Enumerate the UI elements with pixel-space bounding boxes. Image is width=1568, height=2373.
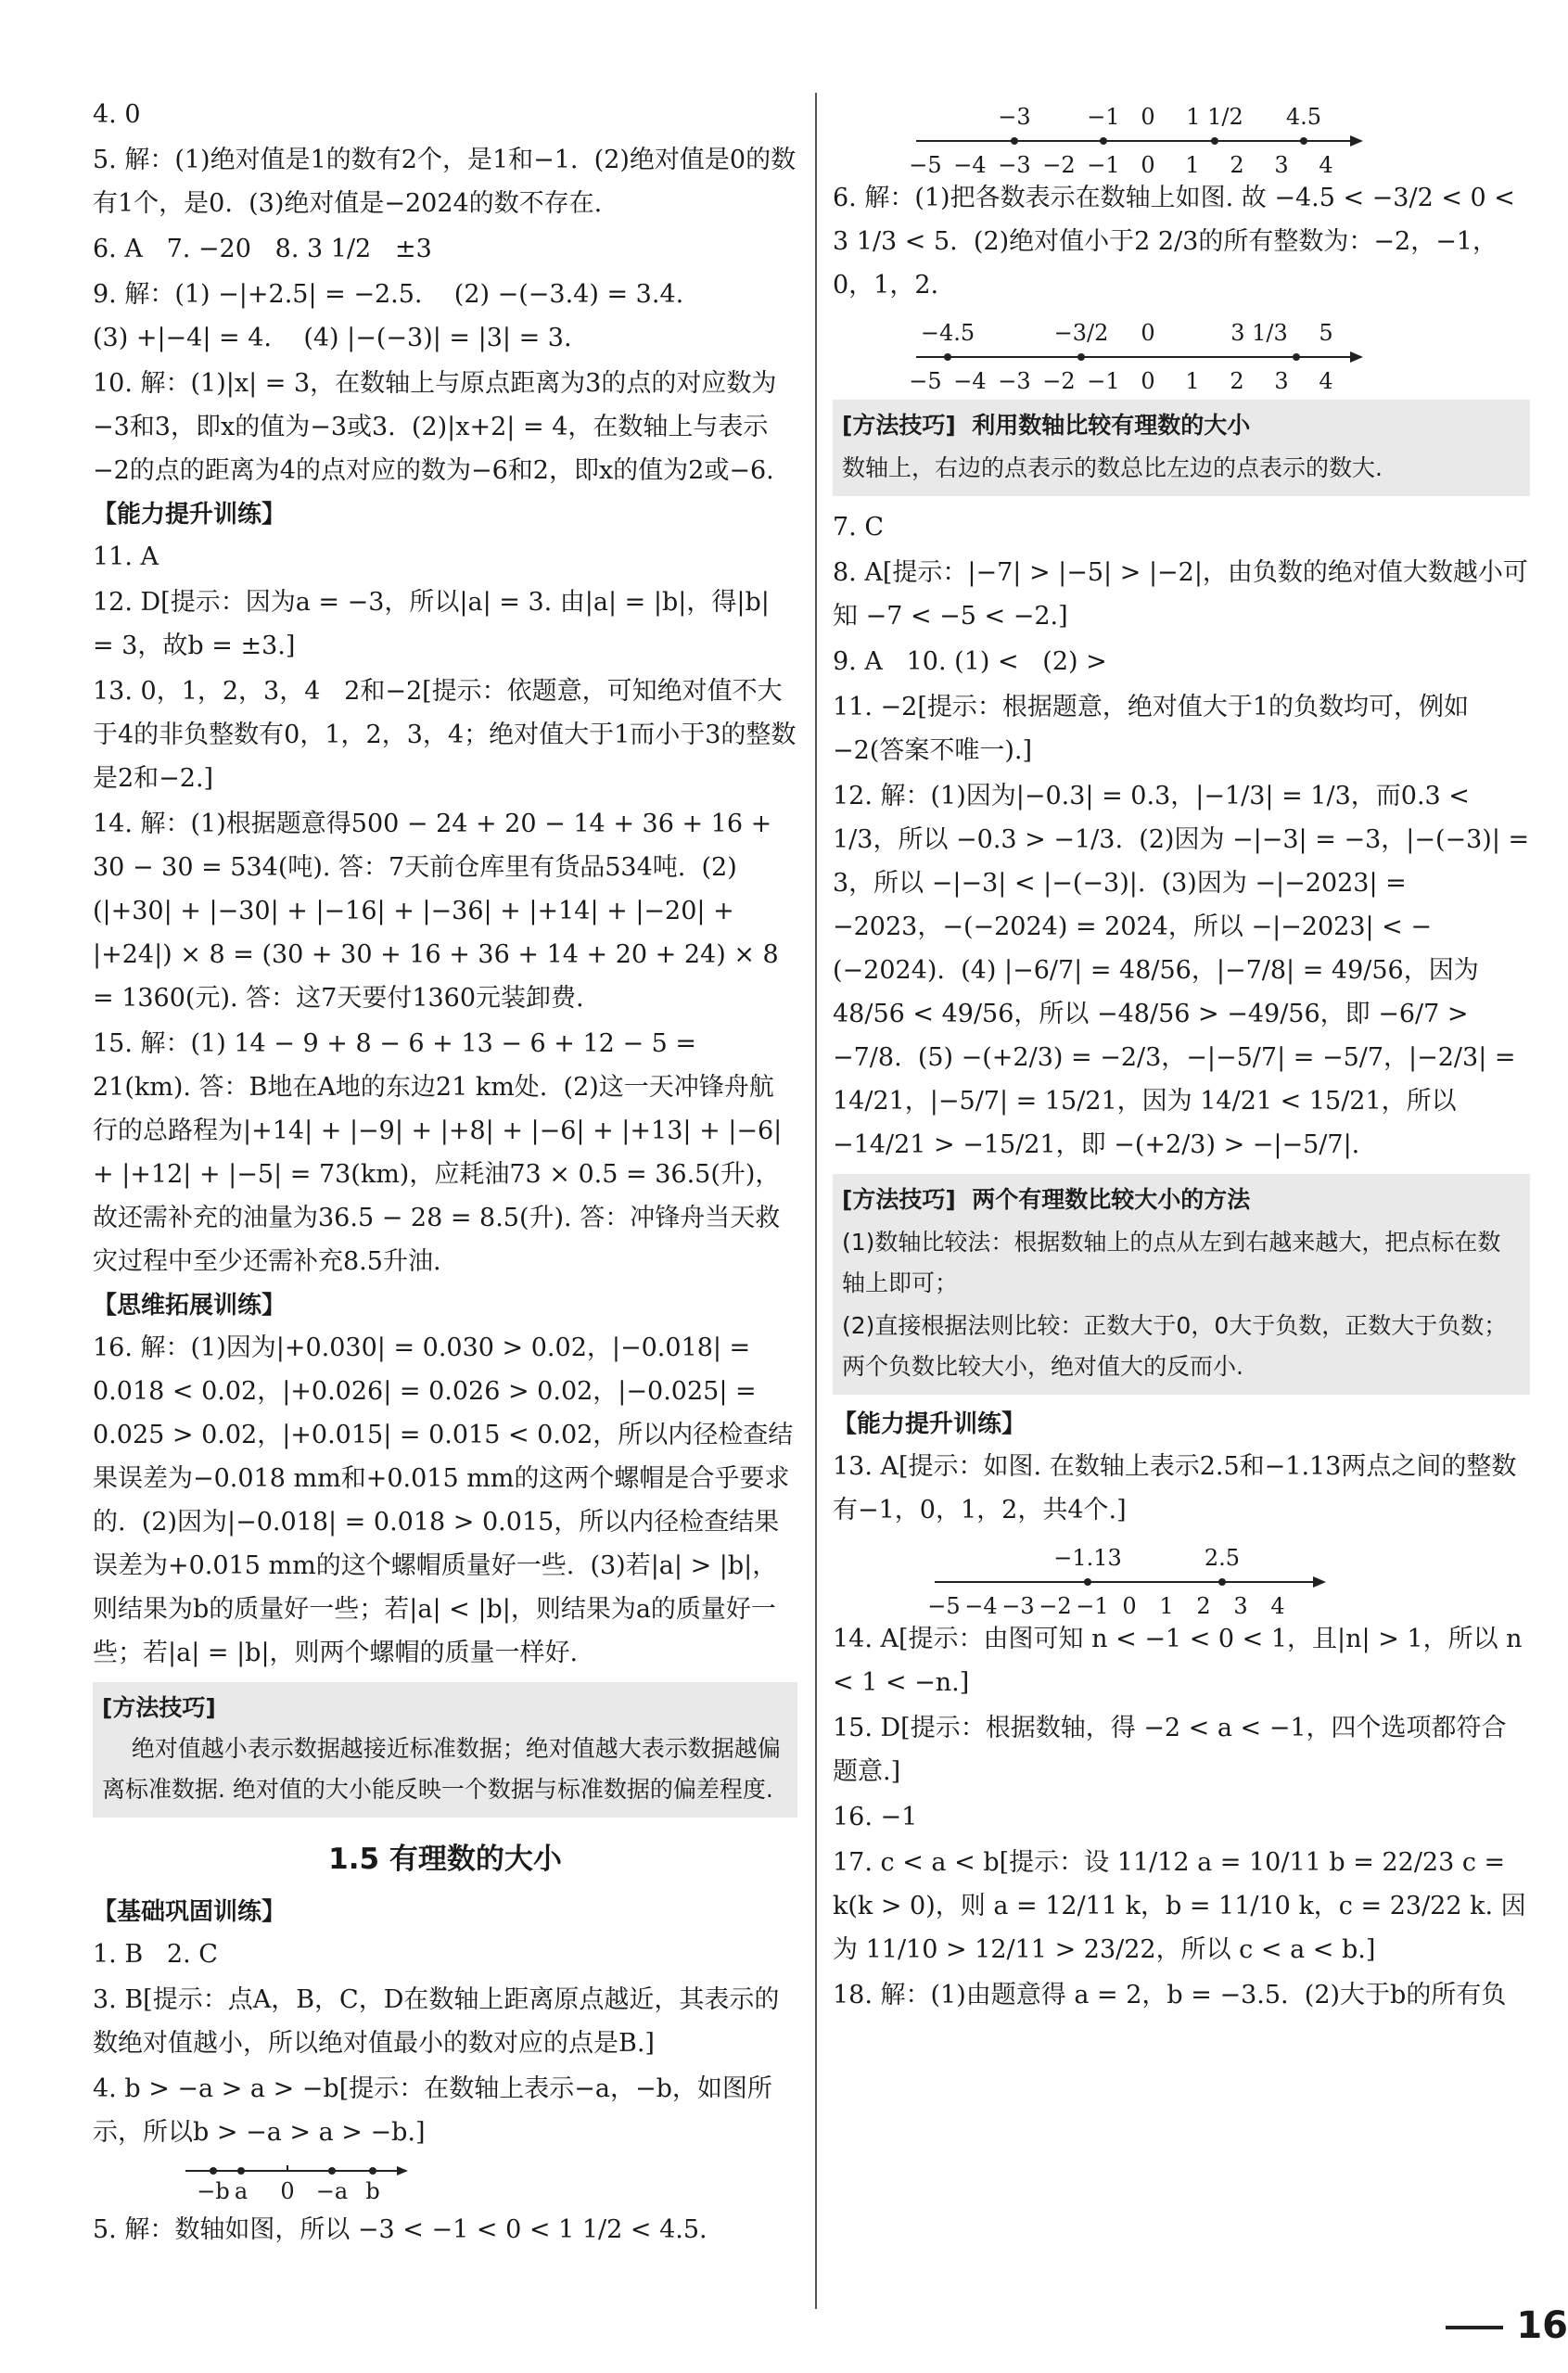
answer-r18: 18. 解：(1)由题意得 a = 2，b = −3.5. (2)大于b的所有负 (833, 1981, 1507, 2009)
answer-10: 10. 解：(1)|x| = 3，在数轴上与原点距离为3的点的对应数为−3和3，即x的值为−3或3. (2)|x+2| = 4，在数轴上与表示−2的点的距离为4的点对应的数为−6和2，即x的值为2或−6. (93, 369, 777, 485)
tick: −3 (1001, 1593, 1035, 1617)
answer-16: 16. 解：(1)因为|+0.030| = 0.030 > 0.02，|−0.018| = 0.018 < 0.02，|+0.026| = 0.026 > 0.02，|−0.025| = 0.025 > 0.02，|+0.015| = 0.015 < 0.02，所以内径检查结果误差为−0.018 mm和+0.015 mm的这两个螺帽是合乎要求的. (2)因为|−0.018| = 0.018 > 0.015，所以内径检查结果误差为+0.015 mm的这个螺帽质量好一些. (3)若|a| > |b|，则结果为b的质量好一些；若|a| < |b|，则结果为a的质量好一些；若|a| = |b|，则两个螺帽的质量一样好. (93, 1333, 794, 1667)
answer-14: 14. 解：(1)根据题意得500 − 24 + 20 − 14 + 36 + 16 + 30 − 30 = 534(吨). 答：7天前仓库里有货品534吨. (2)(|+30| + |−30| + |−16| + |−36| + |+14| + |−20| + |+24|) × 8 = (30 + 30 + 16 + 36 + 14 + 20 + 24) × 8 = 1360(元). 答：这7天要付1360元装卸费. (93, 810, 787, 1013)
basic-1-2: 1. B 2. C (93, 1940, 218, 1969)
tick: 2 (1196, 1593, 1211, 1617)
answer-r15: 15. D[提示：根据数轴，得 −2 < a < −1，四个选项都符合题意.] (833, 1714, 1507, 1786)
tick: 0 (1122, 1593, 1137, 1617)
point (1218, 1578, 1226, 1586)
answer-r14: 14. A[提示：由图可知 n < −1 < 0 < 1，且|n| > 1，所以 n < 1 < −n.] (833, 1625, 1531, 1697)
answer-r6: 6. 解：(1)把各数表示在数轴上如图. 故 −4.5 < −3/2 < 0 < 3 1/3 < 5. (2)绝对值小于2 2/3的所有整数为：−2，−1，0，1，2. (833, 184, 1523, 300)
tip-1-heading: [方法技巧] (102, 1694, 216, 1721)
nl1-ticks (909, 152, 1332, 176)
column-divider (815, 93, 817, 2309)
top-label: −3 (998, 104, 1031, 130)
answer-r9-10: 9. A 10. (1) < (2) > (833, 647, 1107, 676)
tick: 0 (1141, 152, 1155, 176)
tip-1-body: 绝对值越小表示数据越接近标准数据；绝对值越大表示数据越偏离标准数据. 绝对值的大小能反映一个数据与标准数据的偏差程度. (102, 1735, 781, 1803)
basic-3: 3. B[提示：点A，B，C，D在数轴上距离原点越近，其表示的数绝对值越小，所以绝对值最小的数对应的点是B.] (93, 1985, 780, 2058)
point (1077, 353, 1085, 361)
tip-3-line-1: (1)数轴比较法：根据数轴上的点从左到右越来越大，把点标在数轴上即可； (842, 1229, 1501, 1296)
point (1293, 353, 1300, 361)
tip-3-heading: [方法技巧] 两个有理数比较大小的方法 (842, 1186, 1251, 1213)
tick: 4 (1319, 152, 1333, 176)
top-label: −1.13 (1053, 1545, 1122, 1571)
method-tip-2 (833, 400, 1530, 496)
top-label: −4.5 (920, 320, 975, 346)
tick: 0 (1141, 368, 1155, 392)
tick: 2 (1230, 152, 1244, 176)
number-line-1 (833, 93, 1389, 176)
tick: 3 (1274, 368, 1289, 392)
tick: 4 (1319, 368, 1333, 392)
tick: −5 (909, 368, 942, 392)
answer-15: 15. 解：(1) 14 − 9 + 8 − 6 + 13 − 6 + 12 − 5 = 21(km). 答：B地在A地的东边21 km处. (2)这一天冲锋舟航行的总路程为|+14| + |−9| + |+8| + |−6| + |+13| + |−6| + |+12| + |−5| = 73(km)，应耗油73 × 0.5 = 36.5(升)，故还需补充的油量为36.5 − 28 = 8.5(升). 答：冲锋舟当天救灾过程中至少还需补充8.5升油. (93, 1029, 790, 1276)
tick: −1 (1087, 368, 1120, 392)
point-b (369, 2167, 376, 2175)
point (1300, 137, 1307, 145)
tick: 1 (1185, 368, 1200, 392)
right-column (833, 93, 1537, 2019)
tick: −5 (927, 1593, 961, 1617)
answer-13: 13. 0，1，2，3，4 2和−2[提示：依题意，可知绝对值不大于4的非负整数有0，1，2，3，4；绝对值大于1而小于3的整数是2和−2.] (93, 677, 797, 793)
answer-6-8: 6. A 7. −20 8. 3 1/2 ±3 (93, 235, 432, 263)
top-label: 4.5 (1285, 104, 1322, 130)
top-label: 5 (1319, 320, 1333, 346)
label-minus-a: −a (315, 2178, 349, 2204)
top-label: −1 (1087, 104, 1120, 130)
answer-r7: 7. C (833, 513, 885, 542)
answer-4: 4. 0 (93, 100, 141, 129)
number-line-2 (833, 309, 1389, 392)
point-minus-a (328, 2167, 336, 2175)
tick: −2 (1042, 368, 1076, 392)
tick: −1 (1087, 152, 1120, 176)
section-ability-right: 【能力提升训练】 (833, 1410, 1026, 1438)
answer-r11: 11. −2[提示：根据题意，绝对值大于1的负数均可，例如−2(答案不唯一).] (833, 693, 1470, 765)
point (1100, 137, 1107, 145)
tick: −3 (998, 368, 1031, 392)
page-number (1446, 2304, 1568, 2347)
section-basic: 【基础巩固训练】 (93, 1898, 287, 1926)
label-a: a (234, 2178, 249, 2204)
tick: −5 (909, 152, 942, 176)
top-label: 2.5 (1204, 1545, 1241, 1571)
answer-r8: 8. A[提示：|−7| > |−5| > |−2|，由负数的绝对值大数越小可知 −7 < −5 < −2.] (833, 558, 1528, 631)
method-tip-1 (93, 1682, 797, 1818)
tip-2-body: 数轴上，右边的点表示的数总比左边的点表示的数大. (842, 454, 1383, 481)
number-line-b4 (93, 2156, 427, 2208)
tick: −1 (1076, 1593, 1109, 1617)
point-a (237, 2167, 245, 2175)
answer-9: 9. 解：(1) −|+2.5| = −2.5. (2) −(−3.4) = 3.4. (3) +|−4| = 4. (4) |−(−3)| = |3| = 3. (93, 280, 684, 352)
nl2-ticks (909, 368, 1332, 392)
page-number-dash (1446, 2326, 1503, 2329)
tick: −4 (953, 152, 987, 176)
tick: 3 (1233, 1593, 1248, 1617)
label-minus-b: −b (197, 2178, 230, 2204)
tick: −3 (998, 152, 1031, 176)
section-ability-left: 【能力提升训练】 (93, 501, 287, 529)
label-zero: 0 (280, 2178, 295, 2204)
tick: 4 (1270, 1593, 1285, 1617)
top-label: 3 1/3 (1230, 320, 1288, 346)
basic-5: 5. 解：数轴如图，所以 −3 < −1 < 0 < 1 1/2 < 4.5. (93, 2215, 708, 2244)
answer-r16: 16. −1 (833, 1803, 918, 1831)
top-label: 0 (1141, 104, 1155, 130)
point (1011, 137, 1018, 145)
top-label: −3/2 (1053, 320, 1109, 346)
number-line-3 (833, 1534, 1389, 1617)
point (1211, 137, 1218, 145)
answer-5: 5. 解：(1)绝对值是1的数有2个，是1和−1. (2)绝对值是0的数有1个，是0. (3)绝对值是−2024的数不存在. (93, 146, 797, 218)
point-minus-b (210, 2167, 217, 2175)
tip-2-heading: [方法技巧] 利用数轴比较有理数的大小 (842, 412, 1251, 439)
nl3-ticks (927, 1593, 1284, 1617)
basic-4: 4. b > −a > a > −b[提示：在数轴上表示−a，−b，如图所示，所以b > −a > a > −b.] (93, 2074, 772, 2147)
tick: 1 (1185, 152, 1200, 176)
answer-r13: 13. A[提示：如图. 在数轴上表示2.5和−1.13两点之间的整数有−1，0，1，2，共4个.] (833, 1452, 1517, 1525)
method-tip-3 (833, 1174, 1530, 1395)
tick: −4 (953, 368, 987, 392)
answer-r12: 12. 解：(1)因为|−0.3| = 0.3，|−1/3| = 1/3，而0.3 < 1/3，所以 −0.3 > −1/3. (2)因为 −|−3| = −3，|−(−3)| = 3，所以 −|−3| < |−(−3)|. (3)因为 −|−2023| = −2023，−(−2024) = 2024，所以 −|−2023| < −(−2024). (4) |−6/7| = 48/56，|−7/8| = 49/56，因为 48/56 < 49/56，所以 −48/56 > −49/56，即 −6/7 > −7/8. (5) −(+2/3) = −2/3，−|−5/7| = −5/7，|−2/3| = 14/21，|−5/7| = 15/21，因为 14/21 < 15/21，所以 −14/21 > −15/21，即 −(+2/3) > −|−5/7|. (833, 782, 1537, 1159)
top-label: 0 (1141, 320, 1155, 346)
answer-r17: 17. c < a < b[提示：设 11/12 a = 10/11 b = 22/23 c = k(k > 0)，则 a = 12/11 k，b = 11/10 k，c = 23/22 k. 因为 11/10 > 12/11 > 23/22，所以 c < a < b.] (833, 1848, 1526, 1964)
tick: 3 (1274, 152, 1289, 176)
section-thinking: 【思维拓展训练】 (93, 1292, 287, 1320)
left-column (93, 93, 797, 2253)
tick: 1 (1159, 1593, 1174, 1617)
point (1084, 1578, 1091, 1586)
top-label: 1 1/2 (1186, 104, 1243, 130)
point (944, 353, 951, 361)
label-b: b (365, 2178, 380, 2204)
page-number-text: 16 (1516, 2304, 1568, 2347)
tick: −2 (1042, 152, 1076, 176)
answer-11: 11. A (93, 542, 159, 571)
tip-3-line-2: (2)直接根据法则比较：正数大于0，0大于负数，正数大于负数；两个负数比较大小，绝对值大的反而小. (842, 1312, 1508, 1380)
answer-12: 12. D[提示：因为a = −3，所以|a| = 3. 由|a| = |b|，得|b| = 3，故b = ±3.] (93, 588, 778, 660)
tick: 2 (1230, 368, 1244, 392)
section-title: 1.5 有理数的大小 (328, 1843, 562, 1876)
tick: −2 (1039, 1593, 1072, 1617)
tick: −4 (964, 1593, 998, 1617)
